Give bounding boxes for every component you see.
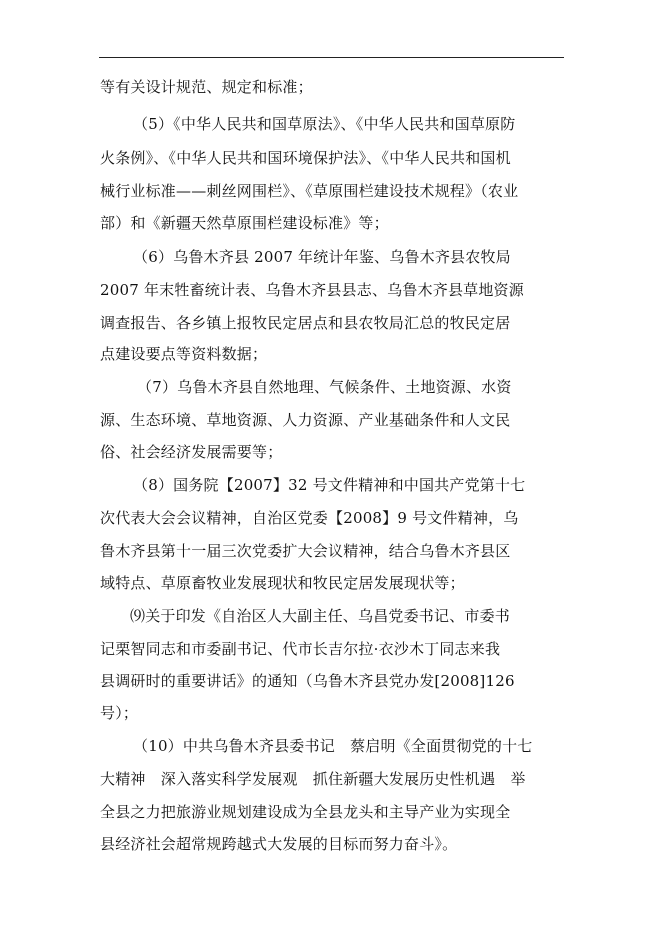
text-line-20: 号）； bbox=[100, 704, 139, 722]
text-line-7: 2007 年末牲畜统计表、乌鲁木齐县县志、乌鲁木齐县草地资源 bbox=[100, 281, 524, 299]
text-line-24: 县经济社会超常规跨越式大发展的目标而努力奋斗》。 bbox=[100, 835, 458, 853]
text-line-21: （10）中共乌鲁木齐县委书记 蔡启明《全面贯彻党的十七 bbox=[133, 737, 533, 755]
text-line-14: 次代表大会会议精神，自治区党委【2008】9 号文件精神，乌 bbox=[100, 509, 519, 527]
header-rule bbox=[99, 57, 564, 58]
text-line-15: 鲁木齐县第十一届三次党委扩大会议精神，结合乌鲁木齐县区 bbox=[100, 542, 511, 560]
text-line-16: 域特点、草原畜牧业发展现状和牧民定居发展现状等； bbox=[100, 574, 465, 592]
text-line-3: 火条例》、《中华人民共和国环境保护法》、《中华人民共和国机 bbox=[100, 149, 511, 167]
text-line-19: 县调研时的重要讲话》的通知（乌鲁木齐县党办发[2008]126 bbox=[100, 672, 515, 690]
text-line-1: 等有关设计规范、规定和标准； bbox=[100, 78, 313, 96]
text-line-8: 调查报告、各乡镇上报牧民定居点和县农牧局汇总的牧民定居 bbox=[100, 314, 511, 332]
text-line-12: 俗、社会经济发展需要等； bbox=[100, 443, 283, 461]
text-line-11: 源、生态环境、草地资源、人力资源、产业基础条件和人文民 bbox=[100, 411, 511, 429]
text-line-9: 点建设要点等资料数据； bbox=[100, 345, 268, 363]
text-line-13: （8）国务院【2007】32 号文件精神和中国共产党第十七 bbox=[133, 476, 526, 494]
text-line-22: 大精神 深入落实科学发展观 抓住新疆大发展历史性机遇 举 bbox=[100, 770, 526, 788]
text-line-17: ⑼关于印发《自治区人大副主任、乌昌党委书记、市委书 bbox=[130, 607, 511, 625]
text-line-6: （6）乌鲁木齐县 2007 年统计年鉴、乌鲁木齐县农牧局 bbox=[133, 248, 511, 266]
text-line-23: 全县之力把旅游业规划建设成为全县龙头和主导产业为实现全 bbox=[100, 803, 511, 821]
text-line-2: （5）《中华人民共和国草原法》、《中华人民共和国草原防 bbox=[133, 115, 516, 133]
text-line-10: （7）乌鲁木齐县自然地理、气候条件、土地资源、水资 bbox=[137, 378, 512, 396]
text-line-5: 部）和《新疆天然草原围栏建设标准》等； bbox=[100, 214, 389, 232]
text-line-4: 械行业标准——刺丝网围栏》、《草原围栏建设技术规程》（农业 bbox=[100, 182, 519, 200]
text-line-18: 记栗智同志和市委副书记、代市长吉尔拉·衣沙木丁同志来我 bbox=[100, 640, 501, 658]
